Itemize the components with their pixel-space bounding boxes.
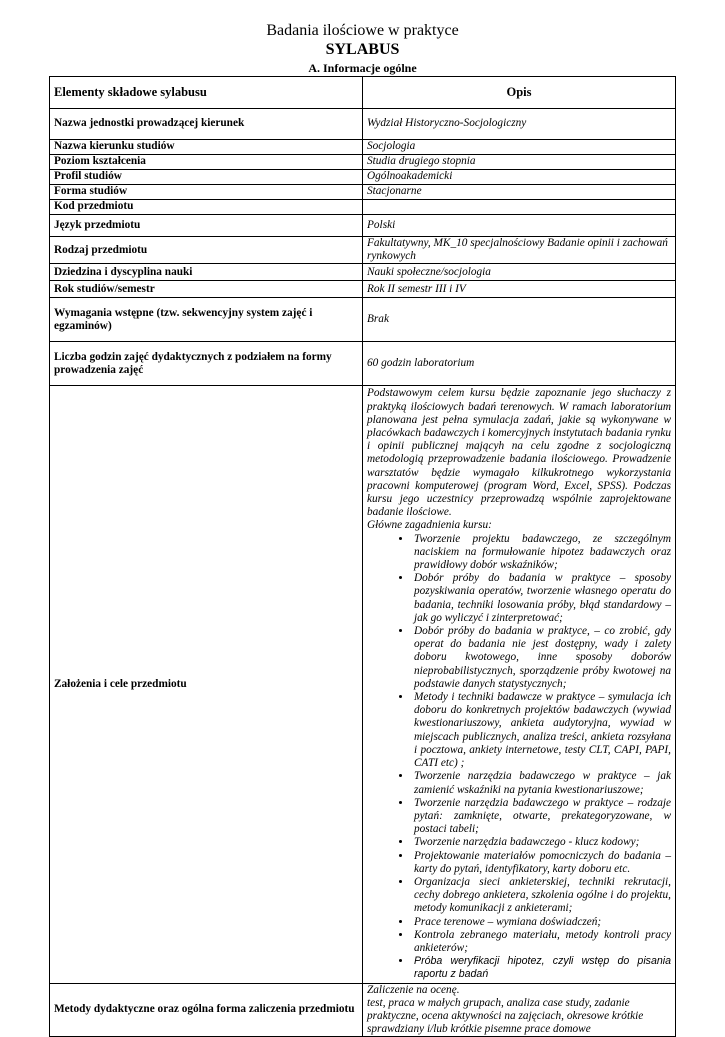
table-row: [50, 281, 676, 298]
table-row: [50, 155, 676, 170]
table-row: [50, 109, 676, 140]
goals-row: [50, 386, 676, 983]
table-header-row: [50, 77, 676, 109]
list-item: • Organizacja sieci ankieterskiej, techniki rekrutacji, cechy dobrego ankietera, szkolenia ogólne i do projektu, metody komunikacji z ankieterami;: [412, 876, 671, 916]
row-label: Dziedzina i dyscyplina nauki: [50, 264, 363, 281]
table-row: [50, 264, 676, 281]
methods-line-1: Zaliczenie na ocenę.: [367, 983, 460, 996]
list-item: • Projektowanie materiałów pomocniczych do badania – karty do pytań, identyfikatory, karty doboru etc.: [412, 850, 671, 876]
list-item: • Tworzenie narzędzia badawczego w praktyce – jak zamienić wskaźniki na pytania kwestionariuszowe;: [412, 770, 671, 796]
table-row: [50, 185, 676, 200]
row-label: Forma studiów: [50, 185, 363, 200]
row-value: Socjologia: [363, 140, 676, 155]
table-row: [50, 200, 676, 215]
column-header-description: Opis: [363, 77, 676, 109]
methods-label: Metody dydaktyczne oraz ogólna forma zaliczenia przedmiotu: [50, 983, 363, 1037]
list-item: • Metody i techniki badawcze w praktyce – symulacja ich doboru do konkretnych projektów badawczych (wywiad kwestionariuszowy, ankieta audytoryjna, wywiad w miejscach publicznych, analiza treści, ankieta rozsyłana i pocztowa, ankiety internetowe, testy CLT, CAPI, PAPI, CATI etc) ;: [412, 691, 671, 770]
list-item: • Prace terenowe – wymiana doświadczeń;: [412, 916, 671, 929]
goals-label: Założenia i cele przedmiotu: [50, 386, 363, 983]
list-item: • Dobór próby do badania w praktyce – sposoby pozyskiwania operatów, tworzenie własnego operatu do badania, techniki losowania próby, błąd standardowy – jak go wyliczyć i zinterpretować;: [412, 572, 671, 625]
row-label: Język przedmiotu: [50, 215, 363, 237]
methods-description: [363, 983, 676, 1037]
methods-line-2: test, praca w małych grupach, analiza case study, zadanie praktyczne, ocena aktywności na zajęciach, okresowe krótkie sprawdziany i/lub krótkie pisemne prace domowe: [367, 996, 644, 1036]
table-row: [50, 298, 676, 342]
document-subtitle: SYLABUS: [325, 41, 400, 58]
table-row: [50, 237, 676, 264]
row-value: Fakultatywny, MK_10 specjalnościowy Badanie opinii i zachowań rynkowych: [363, 237, 676, 264]
row-value: Rok II semestr III i IV: [363, 281, 676, 298]
syllabus-table: [49, 76, 676, 1037]
table-row: [50, 342, 676, 386]
methods-row: [50, 983, 676, 1037]
list-item: • Tworzenie projektu badawczego, ze szczególnym naciskiem na formułowanie hipotez badawczych oraz prawidłowy dobór wskaźników;: [412, 533, 671, 573]
row-value: [363, 200, 676, 215]
table-row: [50, 140, 676, 155]
goals-intro: Podstawowym celem kursu będzie zapoznanie jego słuchaczy z praktyką ilościowych badań terenowych. W ramach laboratorium planowana jest pełna symulacja zadań, jakie są wykonywane w placówkach badawczych i komercyjnych instytutach badania rynku i opinii publicznej mającyh na celu zgodne z socjologiczną metodologią przeprowadzenie badania ilościowego. Prowadzenie warsztatów będzie wymagało kilkukrotnego wykorzystania pracowni komputerowej (program Word, Excel, SPSS). Podczas kursu jego uczestnicy przeprowadzą wspólnie zaprojektowane badanie ilościowe.: [367, 387, 671, 519]
row-value: 60 godzin laboratorium: [363, 342, 676, 386]
list-item: • Tworzenie narzędzia badawczego w praktyce – rodzaje pytań: zamknięte, otwarte, prekategoryzowane, w postaci tabeli;: [412, 797, 671, 837]
row-label: Kod przedmiotu: [50, 200, 363, 215]
row-value: Polski: [363, 215, 676, 237]
row-value: Stacjonarne: [363, 185, 676, 200]
row-label: Wymagania wstępne (tzw. sekwencyjny system zajęć i egzaminów): [50, 298, 363, 342]
row-value: Wydział Historyczno-Socjologiczny: [363, 109, 676, 140]
row-value: Brak: [363, 298, 676, 342]
list-item: • Próba weryfikacji hipotez, czyli wstęp do pisania raportu z badań: [412, 955, 671, 981]
goals-subheading: Główne zagadnienia kursu:: [367, 519, 492, 532]
document-title: Badania ilościowe w praktyce: [266, 22, 459, 39]
list-item: • Tworzenie narzędzia badawczego - klucz kodowy;: [412, 836, 671, 849]
row-label: Poziom kształcenia: [50, 155, 363, 170]
row-value: Ogólnoakademicki: [363, 170, 676, 185]
section-heading: A. Informacje ogólne: [308, 61, 417, 75]
column-header-elements: Elementy składowe sylabusu: [50, 77, 363, 109]
table-row: [50, 215, 676, 237]
list-item: • Kontrola zebranego materiału, metody kontroli pracy ankieterów;: [412, 929, 671, 955]
row-value: Studia drugiego stopnia: [363, 155, 676, 170]
row-label: Nazwa kierunku studiów: [50, 140, 363, 155]
row-value: Nauki społeczne/socjologia: [363, 264, 676, 281]
row-label: Rok studiów/semestr: [50, 281, 363, 298]
list-item: • Dobór próby do badania w praktyce, – co zrobić, gdy operat do badania nie jest dostępny, wady i zalety doboru kwotowego, inne sposoby doborów nieprobabilistycznych, sporządzenie próby kwotowej na podstawie danych statystycznych;: [412, 625, 671, 691]
row-label: Rodzaj przedmiotu: [50, 237, 363, 264]
goals-description: [363, 386, 676, 983]
row-label: Profil studiów: [50, 170, 363, 185]
table-row: [50, 170, 676, 185]
goals-list: [367, 533, 671, 982]
row-label: Liczba godzin zajęć dydaktycznych z podziałem na formy prowadzenia zajęć: [50, 342, 363, 386]
row-label: Nazwa jednostki prowadzącej kierunek: [50, 109, 363, 140]
